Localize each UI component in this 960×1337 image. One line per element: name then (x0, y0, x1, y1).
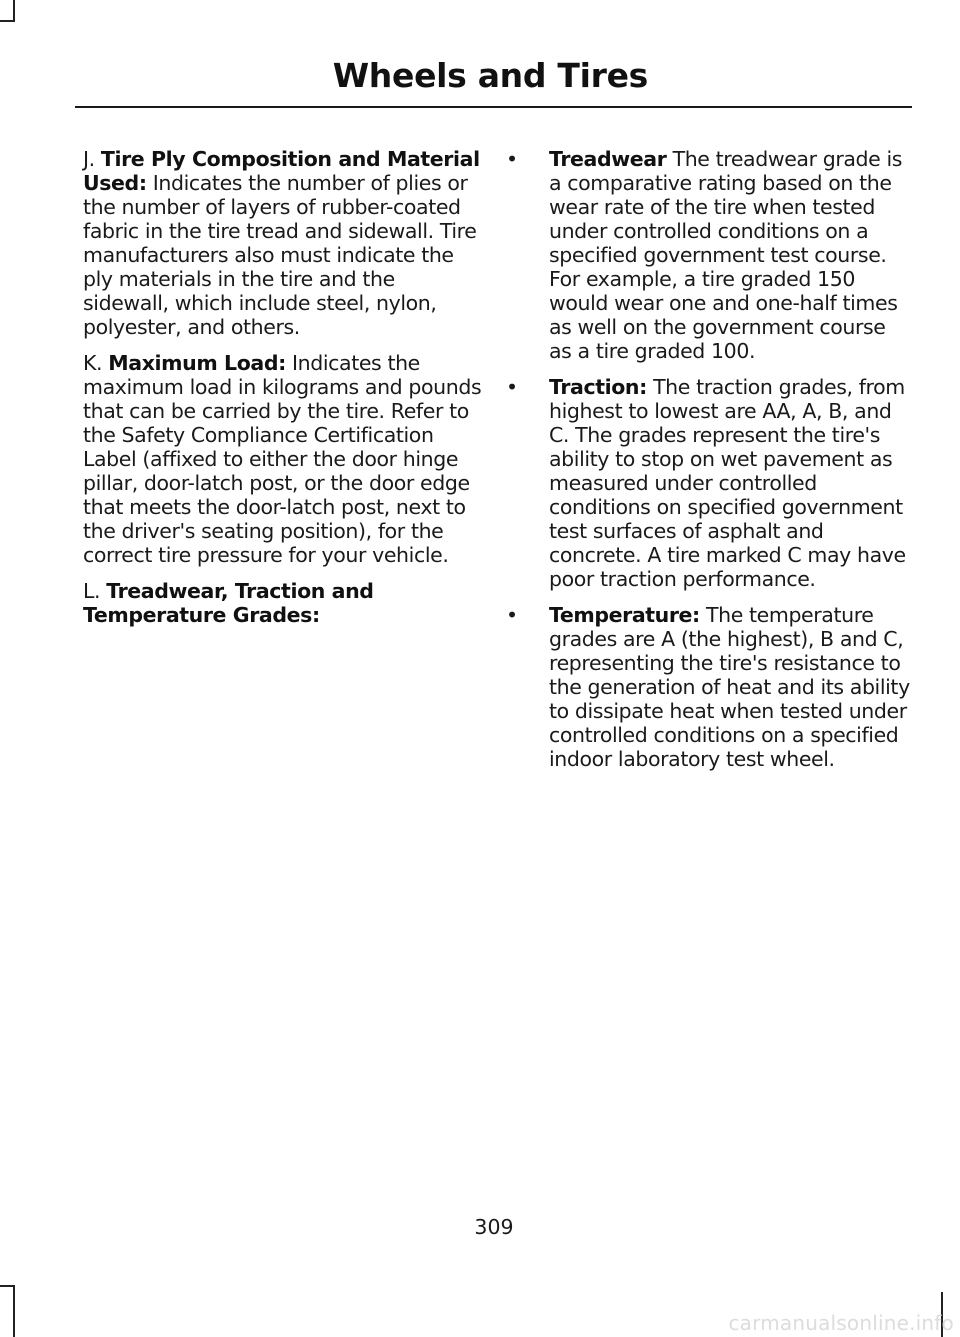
left-column (83, 147, 483, 639)
list-item-term: Treadwear (549, 147, 667, 171)
crop-mark-top-left-horizontal (0, 20, 15, 22)
paragraph-l (83, 579, 483, 627)
crop-mark-bottom-left-horizontal (0, 1285, 15, 1287)
paragraph-prefix: K. (83, 351, 103, 375)
bullet-icon: • (506, 147, 518, 171)
list-item-traction (506, 375, 911, 591)
paragraph-term: Tire Ply Composition and Material Used: (83, 147, 480, 195)
paragraph-text: Indicates the maximum load in kilograms and pounds that can be carried by the tire. Refer to the Safety Compliance Certification Label (affixed to either the door hinge pillar, door-latch post, or the door edge that meets the door-latch post, next to the driver's seating position), for the correct tire pressure for your vehicle. (83, 351, 482, 567)
list-item-term: Temperature: (549, 603, 700, 627)
paragraph-term: Treadwear, Traction and Temperature Grades: (83, 579, 374, 627)
list-item-temperature (506, 603, 911, 771)
list-item-text: The temperature grades are A (the highest), B and C, representing the tire's resistance to the generation of heat and its ability to dissipate heat when tested under controlled conditions on a specified indoor laboratory test wheel. (549, 603, 910, 771)
paragraph-prefix: L. (83, 579, 101, 603)
header-divider (75, 106, 912, 108)
watermark-text: carmanualsonline.info (728, 1311, 954, 1335)
list-item-treadwear (506, 147, 911, 363)
page-title: Wheels and Tires (332, 56, 648, 95)
list-item-text: The treadwear grade is a comparative rating based on the wear rate of the tire when tested under controlled conditions on a specified government test course. For example, a tire graded 150 would wear one and one-half times as well on the government course as a tire graded 100. (549, 147, 903, 363)
page-number: 309 (474, 1215, 514, 1239)
paragraph-k (83, 351, 483, 567)
crop-mark-bottom-left-vertical (13, 1285, 15, 1337)
crop-mark-top-left-vertical (13, 0, 15, 22)
grades-list (506, 147, 911, 771)
right-column (506, 147, 911, 783)
paragraph-j (83, 147, 483, 339)
paragraph-text: Indicates the number of plies or the number of layers of rubber-coated fabric in the tire tread and sidewall. Tire manufacturers also must indicate the ply materials in the tire and the sidewall, which include steel, nylon, polyester, and others. (83, 171, 477, 339)
paragraph-term: Maximum Load: (108, 351, 286, 375)
list-item-text: The traction grades, from highest to lowest are AA, A, B, and C. The grades represent the tire's ability to stop on wet pavement as measured under controlled conditions on specified government test surfaces of asphalt and concrete. A tire marked C may have poor traction performance. (549, 375, 906, 591)
list-item-term: Traction: (549, 375, 647, 399)
bullet-icon: • (506, 375, 518, 399)
paragraph-prefix: J. (83, 147, 95, 171)
bullet-icon: • (506, 603, 518, 627)
